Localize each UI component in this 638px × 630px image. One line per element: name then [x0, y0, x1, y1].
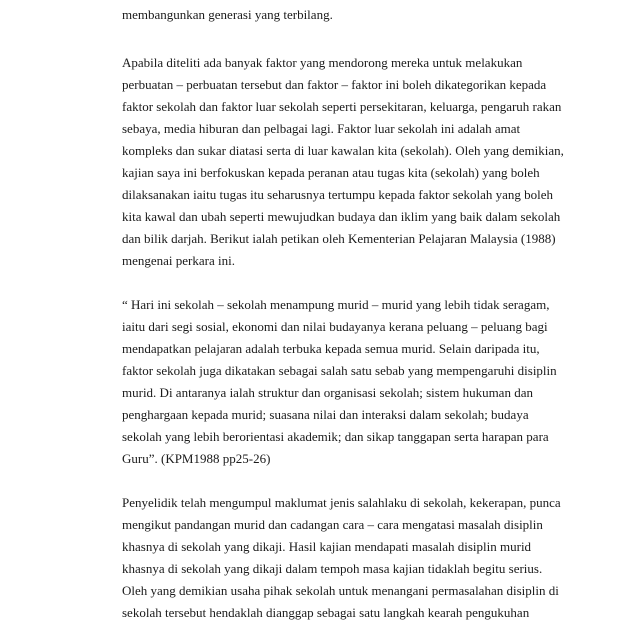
paragraph-line: sekolah tersebut hendaklah dianggap sebagai satu langkah kearah pengukuhan — [122, 605, 530, 620]
paragraph-line: sekolah yang lebih berorientasi akademik; dan sikap tanggapan serta harapan para — [122, 429, 549, 444]
paragraph-line: Apabila diteliti ada banyak faktor yang mendorong mereka untuk melakukan — [122, 55, 523, 70]
paragraph-line: khasnya di sekolah yang dikaji dalam tempoh masa kajian tidaklah begitu serius. — [122, 561, 543, 576]
paragraph-2-quote — [122, 294, 582, 470]
paragraph-line: khasnya di sekolah yang dikaji. Hasil kajian mendapati masalah disiplin murid — [122, 539, 532, 554]
paragraph-line: dilaksanakan iaitu tugas itu seharusnya tertumpu kepada faktor sekolah yang boleh — [122, 187, 554, 202]
paragraph-line: membangunkan generasi yang terbilang. — [122, 7, 333, 22]
top-cutoff-paragraph — [122, 4, 582, 26]
paragraph-line: faktor sekolah juga dikatakan sebagai salah satu sebab yang mempengaruhi disiplin — [122, 363, 557, 378]
paragraph-line: Guru”. (KPM1988 pp25-26) — [122, 451, 271, 466]
paragraph-line: penghargaan kepada murid; suasana nilai dan interaksi dalam sekolah; budaya — [122, 407, 529, 422]
paragraph-line: kita kawal dan ubah seperti mewujudkan budaya dan iklim yang baik dalam sekolah — [122, 209, 561, 224]
paragraph-line: “ Hari ini sekolah – sekolah menampung murid – murid yang lebih tidak seragam, — [122, 297, 550, 312]
paragraph-line: mendapatkan pelajaran adalah terbuka kepada semua murid. Selain daripada itu, — [122, 341, 540, 356]
paragraph-line: mengenai perkara ini. — [122, 253, 235, 268]
paragraph-1 — [122, 52, 582, 272]
paragraph-line: dan bilik darjah. Berikut ialah petikan oleh Kementerian Pelajaran Malaysia (1988) — [122, 231, 556, 246]
paragraph-line: kajian saya ini berfokuskan kepada peranan atau tugas kita (sekolah) yang boleh — [122, 165, 540, 180]
paragraph-line: Oleh yang demikian usaha pihak sekolah untuk menangani permasalahan disiplin di — [122, 583, 559, 598]
paragraph-line: mengikut pandangan murid dan cadangan cara – cara mengatasi masalah disiplin — [122, 517, 543, 532]
paragraph-line: faktor sekolah dan faktor luar sekolah seperti persekitaran, keluarga, pengaruh rakan — [122, 99, 562, 114]
paragraph-line: perbuatan – perbuatan tersebut dan faktor – faktor ini boleh dikategorikan kepada — [122, 77, 547, 92]
paragraph-3 — [122, 492, 582, 624]
paragraph-line: kompleks dan sukar diatasi serta di luar kawalan kita (sekolah). Oleh yang demikian, — [122, 143, 564, 158]
paragraph-line: murid. Di antaranya ialah struktur dan organisasi sekolah; sistem hukuman dan — [122, 385, 533, 400]
paragraph-line: iaitu dari segi sosial, ekonomi dan nilai budayanya kerana peluang – peluang bagi — [122, 319, 548, 334]
paragraph-line: Penyelidik telah mengumpul maklumat jenis salahlaku di sekolah, kekerapan, punca — [122, 495, 561, 510]
paragraph-line: sebaya, media hiburan dan pelbagai lagi. Faktor luar sekolah ini adalah amat — [122, 121, 521, 136]
